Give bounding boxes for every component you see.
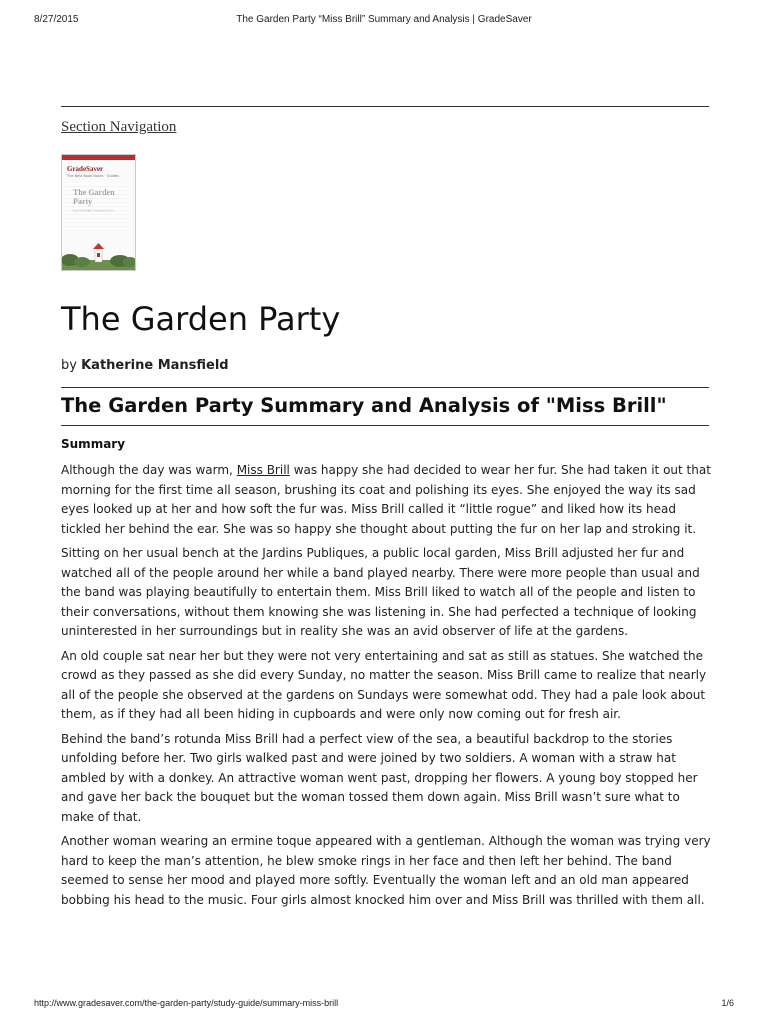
section-navigation-link[interactable]: Section Navigation	[61, 119, 177, 135]
cover-brand-sub: The Best Book Notes · Guides	[67, 174, 119, 178]
summary-heading: Summary	[61, 437, 126, 451]
paragraph: Behind the band’s rotunda Miss Brill had a perfect view of the sea, a beautiful backdrop to the stories unfolding before her. Two girls walked past and were joined by two soldiers. A woman with a straw hat ambled by with a donkey. An attractive woman went past, dropping her flowers. A young boy stopped her and gave her back the bouquet but the woman tossed them down again. Miss Brill wasn’t sure what to make of that.	[61, 731, 698, 824]
print-page-title: The Garden Party “Miss Brill” Summary and Analysis | GradeSaver	[236, 14, 532, 25]
miss-brill-link[interactable]: Miss Brill	[236, 463, 290, 477]
print-page-number: 1/6	[721, 998, 734, 1008]
print-url: http://www.gradesaver.com/the-garden-party/study-guide/summary-miss-brill	[34, 998, 339, 1008]
cover-brand: GradeSaver	[67, 165, 104, 173]
paragraph-text: Although the day was warm,	[61, 463, 237, 477]
top-divider	[61, 106, 709, 107]
book-cover-image[interactable]	[61, 154, 136, 271]
paragraph: Sitting on her usual bench at the Jardins Publiques, a public local garden, Miss Brill adjusted her fur and watched all of the people around her while a band played nearby. There were more people than usual and the band was playing beautifully to entertain them. Miss Brill liked to watch all of the people and listen to their conversations, without them knowing she was listening in. She had perfected a technique of looking uninterested in her surroundings but in reality she was an avid observer of life at the gardens.	[61, 546, 700, 638]
cover-garden-illustration	[62, 242, 135, 270]
title-divider-bottom	[61, 425, 709, 426]
paragraph: Another woman wearing an ermine toque appeared with a gentleman. Although the woman was trying very hard to keep the man’s attention, he blew smoke rings in her face and then left her behind. The band seemed to sense her mood and played more softly. Eventually the woman left and an old man appeared bobbing his head to the music. Four girls almost knocked him over and Miss Brill was thrilled with them all.	[61, 834, 711, 907]
byline-prefix: by	[61, 358, 77, 373]
title-divider-top	[61, 387, 709, 388]
summary-body	[61, 461, 711, 915]
print-header	[34, 14, 734, 28]
author-name[interactable]: Katherine Mansfield	[81, 358, 229, 373]
cover-top-bar	[62, 155, 135, 160]
article-title: The Garden Party Summary and Analysis of "Miss Brill"	[61, 394, 667, 417]
print-footer	[34, 998, 734, 1012]
paragraph: An old couple sat near her but they were not very entertaining and sat as still as statues. She watched the crowd as they passed as she did every Sunday, no matter the season. Miss Brill came to realize that nearly all of the people she observed at the gardens on Sundays were somewhat odd. They had a pale look about them, as if they had all been hiding in cupboards and were only now coming out for fresh air.	[61, 648, 707, 721]
book-title: The Garden Party	[61, 300, 341, 338]
cover-lines	[67, 183, 130, 233]
print-date: 8/27/2015	[34, 14, 79, 25]
paragraph	[61, 461, 711, 539]
byline	[61, 358, 229, 373]
paragraph-text: was happy she had decided to wear her fur. She had taken it out that morning for the first time all season, brushing its coat and polishing its eyes. She enjoyed the way its sad eyes looked up at her and how soft the fur was. Miss Brill called it “little rogue” and liked how its head tickled her behind the ear. She was so happy she thought about putting the fur on her lap and stroking it.	[61, 463, 711, 536]
